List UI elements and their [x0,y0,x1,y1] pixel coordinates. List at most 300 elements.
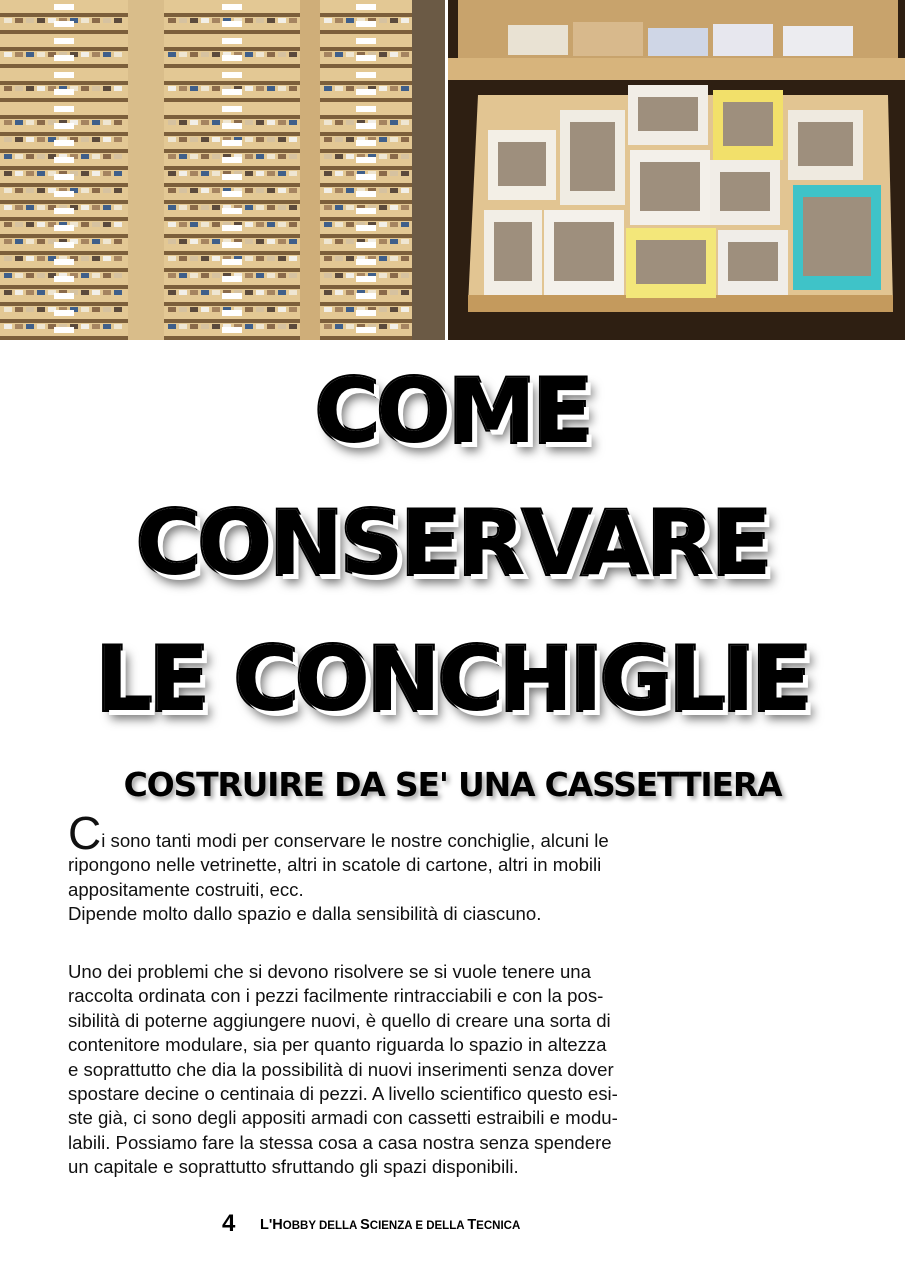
shell [390,239,398,244]
drawer-gap [0,132,128,136]
shell [4,52,12,57]
title-line-1: COME [314,360,591,463]
shell [190,52,198,57]
shell [401,205,409,210]
shell [401,137,409,142]
shell [335,273,343,278]
shell [379,290,387,295]
shell [81,273,89,278]
shell [15,324,23,329]
shell [289,171,297,176]
drawer-gap [320,149,412,153]
drawer-label [54,310,74,316]
shell [401,154,409,159]
shell [256,137,264,142]
shell [190,205,198,210]
shell [212,273,220,278]
shell [289,324,297,329]
shell [212,222,220,227]
paragraph-1-line-3: appositamente costruiti, ecc. [68,878,304,900]
shell [390,137,398,142]
drawer-label [222,140,242,146]
drawer-gap [0,64,128,68]
drawer-gap [0,217,128,221]
shell [37,273,45,278]
shell [245,205,253,210]
shell [267,290,275,295]
shell [190,137,198,142]
shell [256,290,264,295]
shell [267,239,275,244]
shell [4,205,12,210]
drop-cap: C [68,807,102,859]
magazine-part: S [360,1217,370,1233]
drawer-gap [164,183,300,187]
shell [324,18,332,23]
shell [190,188,198,193]
shell [267,324,275,329]
shell [256,273,264,278]
shell [212,205,220,210]
drawer-label [222,208,242,214]
shell [401,171,409,176]
drawer-label [222,89,242,95]
drawer-label [54,174,74,180]
shell [81,120,89,125]
drawer-gap [0,268,128,272]
shell [401,239,409,244]
shell [401,52,409,57]
drawer-label [54,208,74,214]
shell [168,239,176,244]
shell [103,290,111,295]
shell [92,222,100,227]
shell [335,290,343,295]
drawer-gap [164,149,300,153]
shell [26,18,34,23]
drawer-gap [320,200,412,204]
shell [212,137,220,142]
shell [289,188,297,193]
drawer-gap [320,319,412,323]
specimen [798,122,853,166]
drawer-gap [164,200,300,204]
specimen [640,162,700,211]
drawer-label [54,38,74,44]
shell [289,290,297,295]
specimen [638,97,698,131]
drawer-gap [320,30,412,34]
shell [267,18,275,23]
shell [201,154,209,159]
shell [81,222,89,227]
shell [256,52,264,57]
shell [401,256,409,261]
drawer-label [356,242,376,248]
shell [245,52,253,57]
shell [401,273,409,278]
shell [201,290,209,295]
paragraph-1-line-2: ripongono nelle vetrinette, altri in scatole di cartone, altri in mobili [68,854,602,876]
drawer-gap [320,47,412,51]
shell [179,273,187,278]
paragraph-1-line-4: Dipende molto dallo spazio e dalla sensibilità di ciascuno. [68,903,542,925]
shell [190,239,198,244]
shell [81,52,89,57]
shell [256,154,264,159]
shell [324,188,332,193]
shell [179,307,187,312]
drawer-label [54,191,74,197]
shell [103,188,111,193]
shell [346,154,354,159]
shell [114,171,122,176]
shell [168,154,176,159]
drawer-gap [0,251,128,255]
shell [179,205,187,210]
shell [324,307,332,312]
shell [267,222,275,227]
shell [4,256,12,261]
shell [346,222,354,227]
paragraph-1-line-1 [68,807,688,859]
shell [324,222,332,227]
drawer-label [356,327,376,333]
shell [278,256,286,261]
shell [278,188,286,193]
shell [324,290,332,295]
specimen [636,240,706,284]
drawer-gap [0,98,128,102]
drawer-label [54,225,74,231]
drawer-gap [0,302,128,306]
shell [390,188,398,193]
drawer-label [356,225,376,231]
shell [92,188,100,193]
shell [37,137,45,142]
shell [212,154,220,159]
paragraph-2-line-6: spostare decine o centinaia di pezzi. A livello scientifico questo esi- [68,1083,618,1105]
shell [179,52,187,57]
shell [103,120,111,125]
shell [37,171,45,176]
shell [103,205,111,210]
shell [212,256,220,261]
shell [278,239,286,244]
shell [289,18,297,23]
shell [335,256,343,261]
drawer-label [54,140,74,146]
drawer-label [222,259,242,265]
shell [390,307,398,312]
shell [190,290,198,295]
shell [37,324,45,329]
shell [168,52,176,57]
shell [278,290,286,295]
drawer-label [356,4,376,10]
drawer-label [356,259,376,265]
shell [179,171,187,176]
shell [4,18,12,23]
shell [390,222,398,227]
shell [26,52,34,57]
drawer-gap [320,268,412,272]
shell [4,307,12,312]
drawer-illustration [448,0,905,340]
drawer-label [222,55,242,61]
drawer-label [222,276,242,282]
shell [245,256,253,261]
drawer-gap [164,30,300,34]
shell [324,86,332,91]
shell [81,290,89,295]
page-number: 4 [222,1210,236,1237]
shell [168,307,176,312]
shell [92,290,100,295]
magazine-part: T [467,1217,477,1233]
shell [201,171,209,176]
shell [245,154,253,159]
drawer-gap [0,115,128,119]
paragraph-2-line-3: sibilità di poterne aggiungere nuovi, è quello di creare una sorta di [68,1009,611,1031]
shell [179,239,187,244]
shell [201,307,209,312]
shell [190,324,198,329]
shell [168,222,176,227]
shell [390,256,398,261]
drawer-label [356,38,376,44]
shell [267,52,275,57]
shell [335,86,343,91]
drawer-label [222,21,242,27]
shell [212,120,220,125]
shell [212,324,220,329]
shell [81,188,89,193]
shell [81,137,89,142]
drawer-gap [0,13,128,17]
shell [379,239,387,244]
shell [289,307,297,312]
shell [379,120,387,125]
shell [390,52,398,57]
shell [190,154,198,159]
shell [103,171,111,176]
shell [335,205,343,210]
shell [245,307,253,312]
shell [114,222,122,227]
drawer-gap [164,115,300,119]
shell [190,307,198,312]
drawer-gap [320,285,412,289]
shell [179,290,187,295]
shell [26,239,34,244]
shell [401,324,409,329]
shell [37,86,45,91]
drawer-label [54,21,74,27]
shell [37,290,45,295]
drawer-gap [320,234,412,238]
specimen [498,142,546,186]
shelves-illustration [0,0,445,340]
shell [245,290,253,295]
shell [379,52,387,57]
shell [278,205,286,210]
drawer-label [356,140,376,146]
shell [256,120,264,125]
shell [92,137,100,142]
shell [26,188,34,193]
drawer-gap [320,13,412,17]
shell [179,222,187,227]
shell [201,188,209,193]
shell [15,273,23,278]
drawer-gap [164,268,300,272]
shell [335,307,343,312]
shell [335,222,343,227]
shell [379,324,387,329]
shell [267,120,275,125]
shell [4,188,12,193]
drawer-label [356,310,376,316]
shell [212,86,220,91]
shell [168,324,176,329]
shell [212,307,220,312]
magazine-part: CIENZA E DELLA [369,1220,468,1232]
shell [201,256,209,261]
shell [324,52,332,57]
shell [81,154,89,159]
shell [256,205,264,210]
shell [103,86,111,91]
shell [15,154,23,159]
shell [245,120,253,125]
shell [114,205,122,210]
shell [289,137,297,142]
shell [346,256,354,261]
shell [92,324,100,329]
shell [190,171,198,176]
shell [245,273,253,278]
shell [401,120,409,125]
shell [324,120,332,125]
shell [4,290,12,295]
drawer-gap [0,47,128,51]
shell [92,86,100,91]
shell [289,205,297,210]
shell [212,290,220,295]
shell [267,86,275,91]
drawer-gap [0,149,128,153]
shell [201,137,209,142]
shell [379,256,387,261]
shell [267,154,275,159]
shell [335,188,343,193]
shell [201,205,209,210]
magazine-name [260,1216,520,1234]
drawer-gap [164,81,300,85]
shell [103,154,111,159]
shell [103,18,111,23]
drawer-label [356,55,376,61]
shell [114,239,122,244]
drawer-label [54,123,74,129]
shell [179,256,187,261]
shell [390,86,398,91]
shell [179,188,187,193]
shell [278,18,286,23]
drawer-label [222,310,242,316]
paragraph-2 [68,960,688,1180]
shell [324,205,332,210]
shell [201,239,209,244]
shell [390,171,398,176]
drawer-label [356,191,376,197]
shell [346,188,354,193]
shell [37,52,45,57]
shell [15,120,23,125]
drawer-label [54,276,74,282]
shell [4,171,12,176]
specimen [494,222,532,281]
shell [37,307,45,312]
shell [346,137,354,142]
shell [81,324,89,329]
shell [278,154,286,159]
shell [346,52,354,57]
shell [346,205,354,210]
shell [278,273,286,278]
shell [289,222,297,227]
shell [114,18,122,23]
shell [324,154,332,159]
drawer-label [54,89,74,95]
shell [114,324,122,329]
drawer-label [356,21,376,27]
shell [4,273,12,278]
drawer-gap [320,81,412,85]
shell [26,273,34,278]
drawer-gap [164,47,300,51]
drawer-label [54,293,74,299]
shell [346,18,354,23]
shell [256,18,264,23]
shell [4,222,12,227]
drawer-label [54,327,74,333]
shell [289,154,297,159]
drawer-gap [320,183,412,187]
shell [335,18,343,23]
paragraph-1 [68,807,688,927]
shell [267,256,275,261]
shell [390,154,398,159]
drawer-label [356,174,376,180]
shell [379,18,387,23]
shell [92,171,100,176]
shell [201,324,209,329]
shell [289,120,297,125]
shell [201,18,209,23]
shell [179,120,187,125]
shell [390,18,398,23]
drawer-gap [164,336,300,340]
drawer-gap [320,115,412,119]
shell [168,188,176,193]
shell [278,324,286,329]
shell [278,171,286,176]
shell [15,18,23,23]
shell [379,171,387,176]
shell [267,137,275,142]
